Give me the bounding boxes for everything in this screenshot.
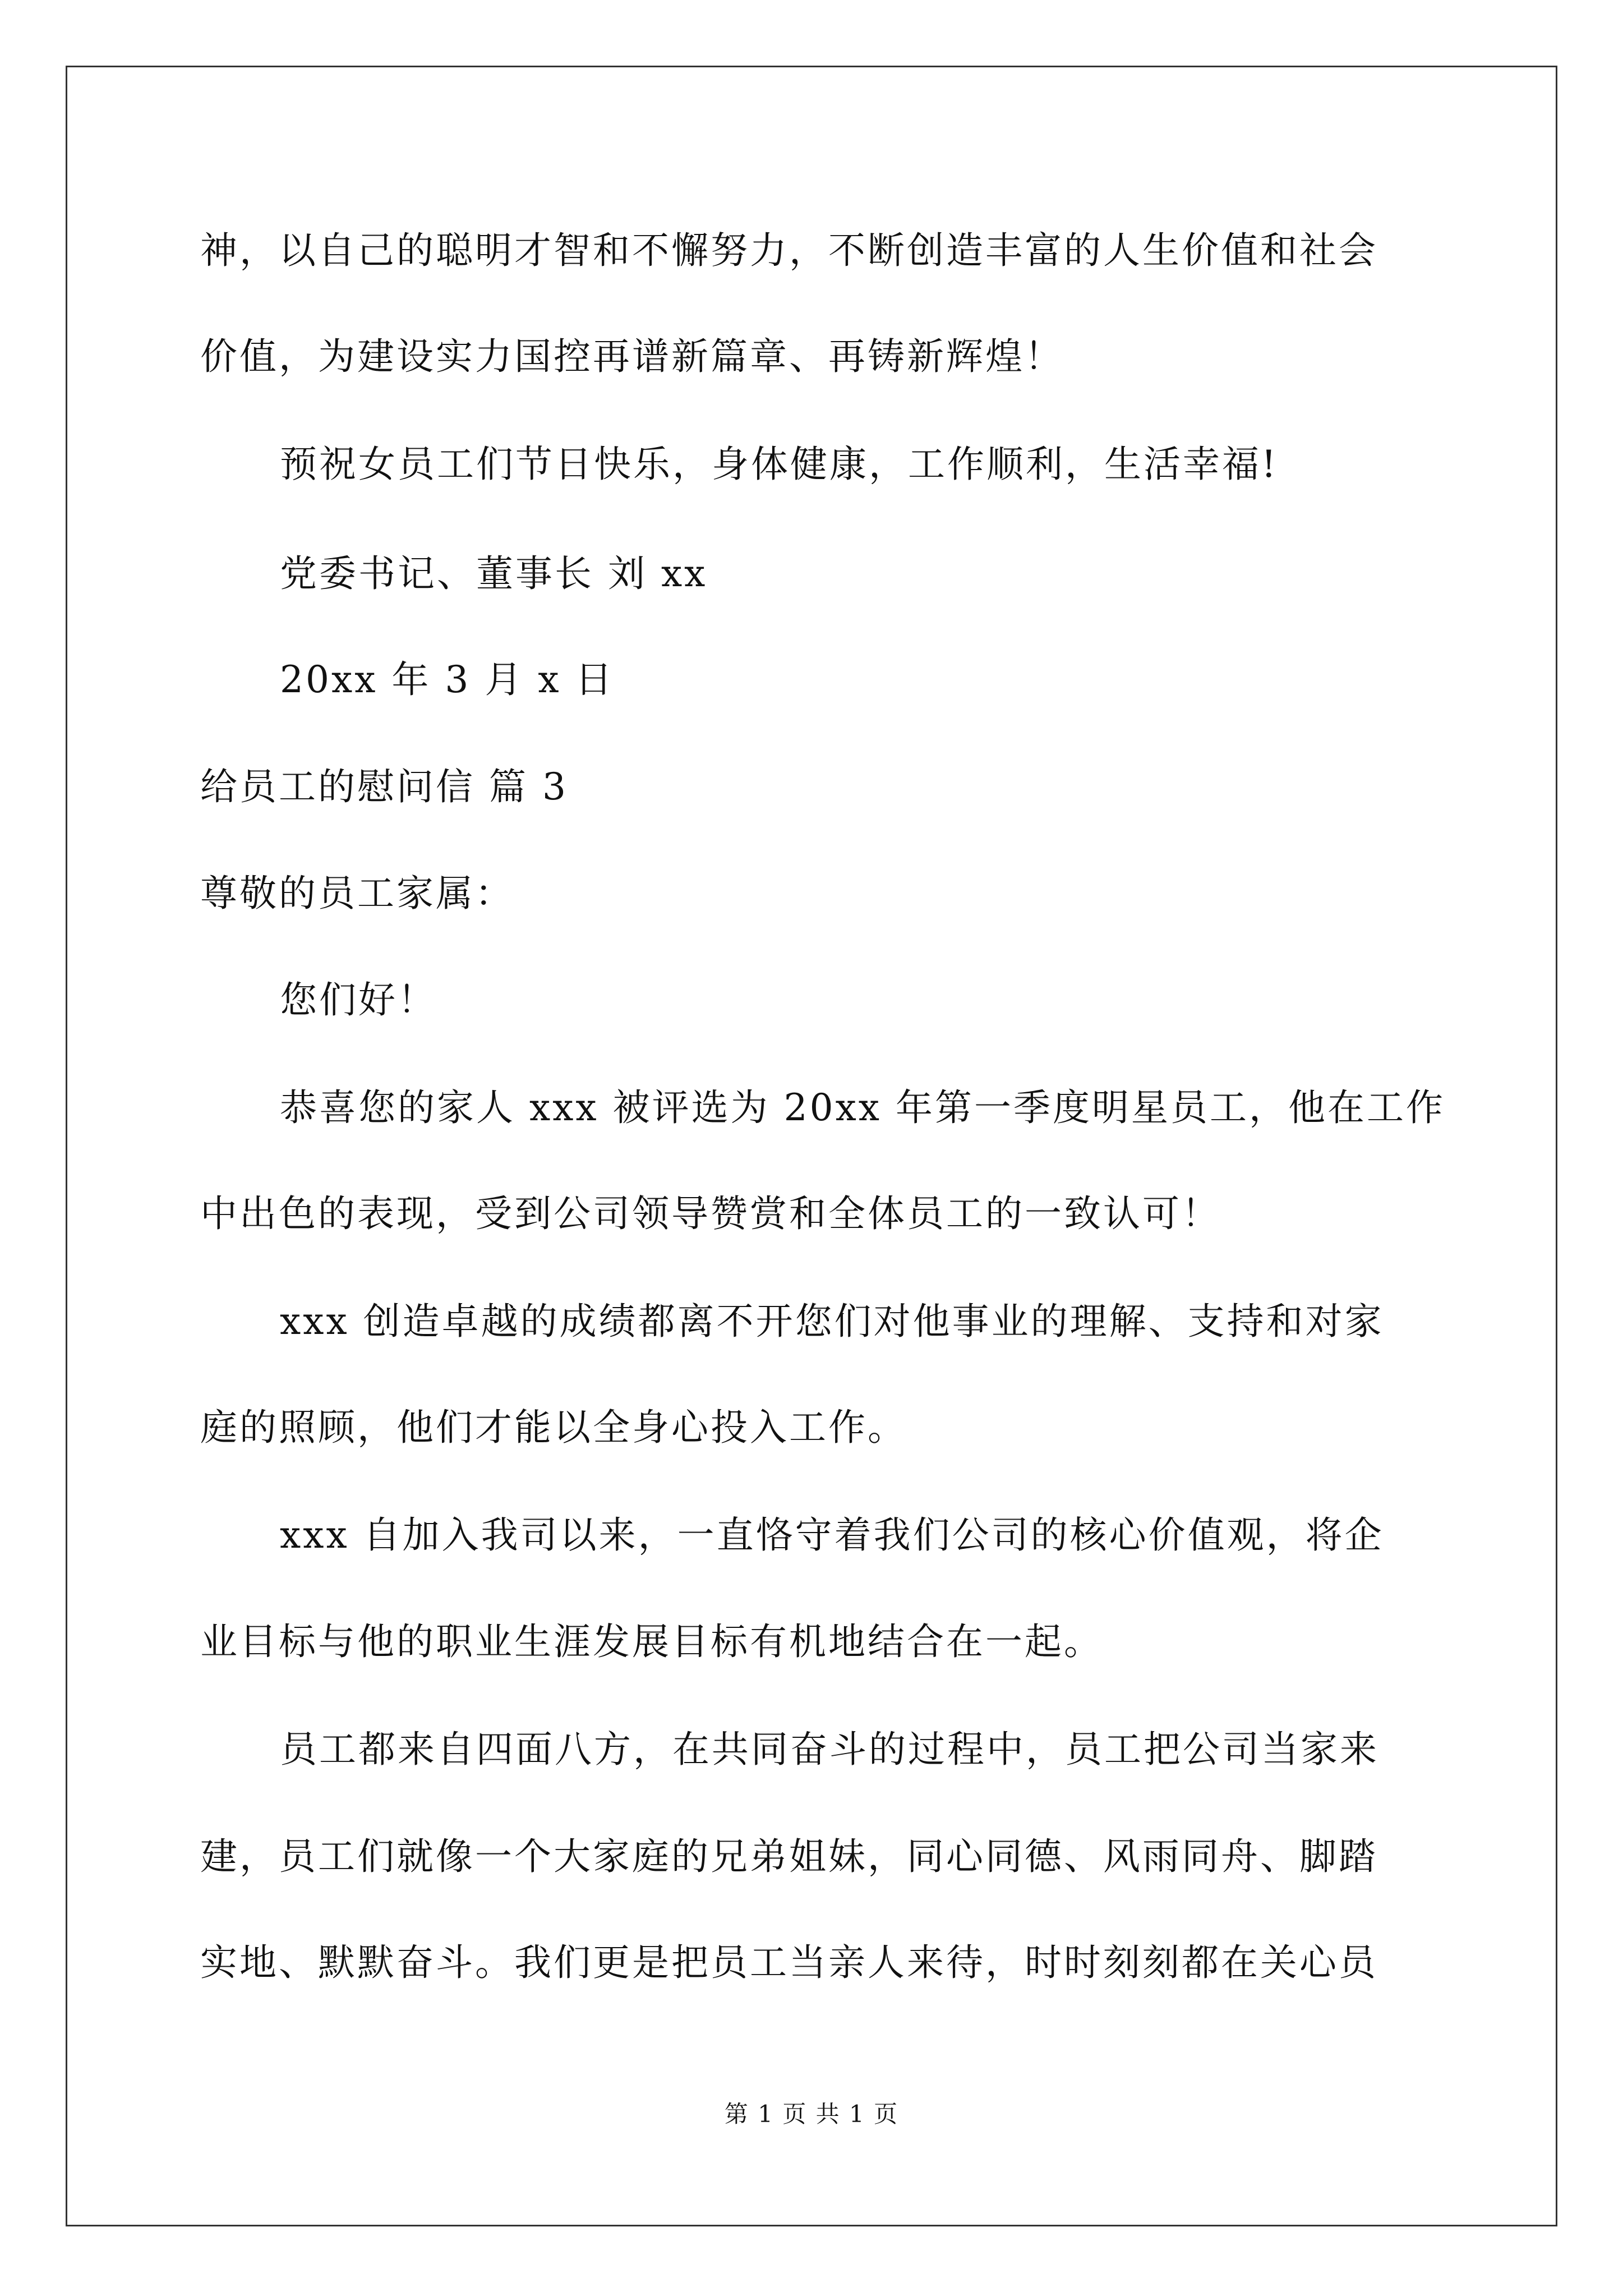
signature-title: 党委书记、董事长 刘 xx <box>280 552 708 595</box>
body-line: 员工都来自四面八方，在共同奋斗的过程中，员工把公司当家来 <box>280 1728 1379 1771</box>
page-border <box>66 66 1557 2226</box>
body-line: 价值，为建设实力国控再谱新篇章、再铸新辉煌！ <box>200 335 1064 378</box>
body-line: 预祝女员工们节日快乐，身体健康，工作顺利，生活幸福! <box>280 443 1279 486</box>
salutation: 尊敬的员工家属： <box>200 872 514 915</box>
body-line: 庭的照顾，他们才能以全身心投入工作。 <box>200 1406 907 1449</box>
body-line: 建，员工们就像一个大家庭的兄弟姐妹，同心同德、风雨同舟、脚踏 <box>200 1835 1378 1878</box>
body-line: 业目标与他的职业生涯发展目标有机地结合在一起。 <box>200 1620 1103 1663</box>
page-footer: 第 1 页 共 1 页 <box>724 2100 899 2128</box>
body-line: 神，以自己的聪明才智和不懈努力，不断创造丰富的人生价值和社会 <box>200 229 1378 272</box>
body-line: 中出色的表现，受到公司领导赞赏和全体员工的一致认可！ <box>200 1192 1221 1235</box>
body-line: xxx 创造卓越的成绩都离不开您们对他事业的理解、支持和对家 <box>280 1300 1384 1343</box>
body-line: 恭喜您的家人 xxx 被评选为 20xx 年第一季度明星员工，他在工作 <box>280 1086 1446 1129</box>
section-heading: 给员工的慰问信 篇 3 <box>200 765 568 808</box>
body-line: xxx 自加入我司以来，一直恪守着我们公司的核心价值观，将企 <box>280 1513 1384 1557</box>
body-line: 实地、默默奋斗。我们更是把员工当亲人来待，时时刻刻都在关心员 <box>200 1941 1378 1984</box>
greeting: 您们好！ <box>280 978 437 1022</box>
signature-date: 20xx 年 3 月 x 日 <box>280 658 615 701</box>
